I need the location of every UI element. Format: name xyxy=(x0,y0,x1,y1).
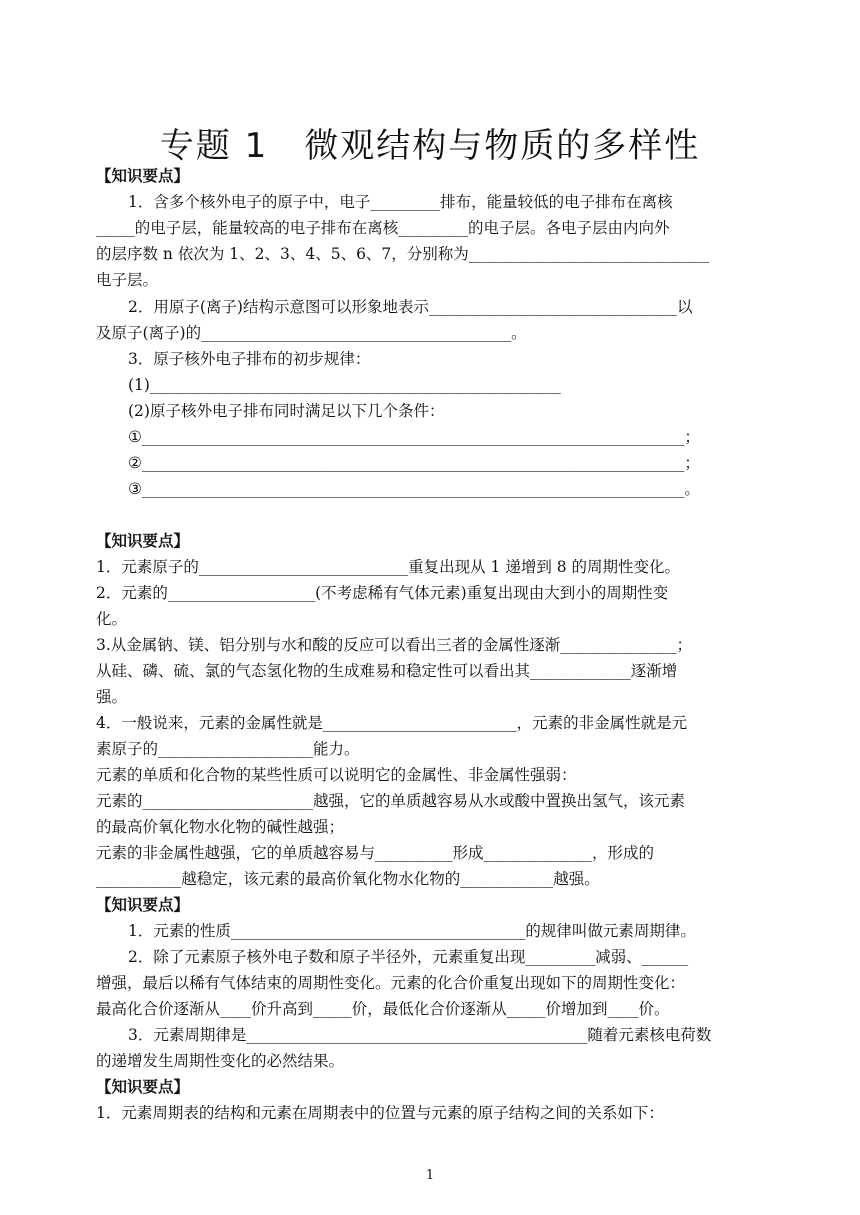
text-line: (1)_____________________________________________________ xyxy=(128,376,561,394)
text-line: 2．除了元素原子核外电子数和原子半径外，元素重复出现_________减弱、______ xyxy=(128,948,689,966)
text-line: 1．元素周期表的结构和元素在周期表中的位置与元素的原子结构之间的关系如下： xyxy=(96,1104,664,1122)
text-line: 化。 xyxy=(96,610,128,628)
text-line: ②______________________________________________________________________； xyxy=(128,454,700,472)
text-line: 元素的非金属性越强，它的单质越容易与__________形成______________，形成的 xyxy=(96,844,655,862)
text-line: 3.从金属钠、镁、铝分别与水和酸的反应可以看出三者的金属性逐渐_______________； xyxy=(96,636,693,654)
text-line: 2．用原子(离子)结构示意图可以形象地表示________________________________以 xyxy=(128,298,693,316)
page-title: 专题 1 微观结构与物质的多样性 xyxy=(159,126,701,166)
text-line: ___________越稳定，该元素的最高价氧化物水化物的____________越强。 xyxy=(96,870,600,888)
text-line: 及原子(离子)的________________________________________。 xyxy=(96,324,527,342)
text-line: 2．元素的___________________(不考虑稀有气体元素)重复出现由大到小的周期性变 xyxy=(96,584,669,602)
text-line: 素原子的____________________能力。 xyxy=(96,740,360,758)
text-line: (2)原子核外电子排布同时满足以下几个条件： xyxy=(128,402,445,420)
text-line: 最高化合价逐渐从____价升高到_____价，最低化合价逐渐从_____价增加到____价。 xyxy=(96,1000,670,1018)
text-line: 从硅、磷、硫、氯的气态氢化物的生成难易和稳定性可以看出其_____________逐渐增 xyxy=(96,662,678,680)
text-line: 增强，最后以稀有气体结束的周期性变化。元素的化合价重复出现如下的周期性变化： xyxy=(96,974,686,992)
text-line: 的层序数 n 依次为 1、2、3、4、5、6、7，分别称为_______________________________ xyxy=(96,245,710,263)
text-line: 1．元素的性质______________________________________的规律叫做元素周期律。 xyxy=(128,922,696,940)
text-line: ①______________________________________________________________________； xyxy=(128,428,700,446)
section-heading: 【知识要点】 xyxy=(96,166,190,185)
text-line: 的递增发生周期性变化的必然结果。 xyxy=(96,1052,345,1070)
page-number: 1 xyxy=(425,1168,435,1183)
text-line: 3．元素周期律是____________________________________________随着元素核电荷数 xyxy=(128,1026,712,1044)
section-heading: 【知识要点】 xyxy=(96,895,190,914)
text-line: 1．含多个核外电子的原子中，电子_________排布，能量较低的电子排布在离核 xyxy=(128,193,673,211)
text-line: ③______________________________________________________________________。 xyxy=(128,480,700,498)
text-line: 元素的______________________越强，它的单质越容易从水或酸中置换出氢气，该元素 xyxy=(96,792,686,810)
text-line: _____的电子层，能量较高的电子排布在离核_________的电子层。各电子层由内向外 xyxy=(96,219,670,237)
text-line: 3．原子核外电子排布的初步规律： xyxy=(128,350,371,368)
text-line: 4．一般说来，元素的金属性就是_________________________，元素的非金属性就是元 xyxy=(96,714,688,732)
text-line: 1．元素原子的___________________________重复出现从 1 递增到 8 的周期性变化。 xyxy=(96,558,681,576)
section-heading: 【知识要点】 xyxy=(96,1077,190,1096)
text-line: 元素的单质和化合物的某些性质可以说明它的金属性、非金属性强弱： xyxy=(96,766,577,784)
section-heading: 【知识要点】 xyxy=(96,531,190,550)
text-line: 的最高价氧化物水化物的碱性越强； xyxy=(96,818,345,836)
text-line: 电子层。 xyxy=(96,271,159,289)
text-line: 强。 xyxy=(96,688,128,706)
